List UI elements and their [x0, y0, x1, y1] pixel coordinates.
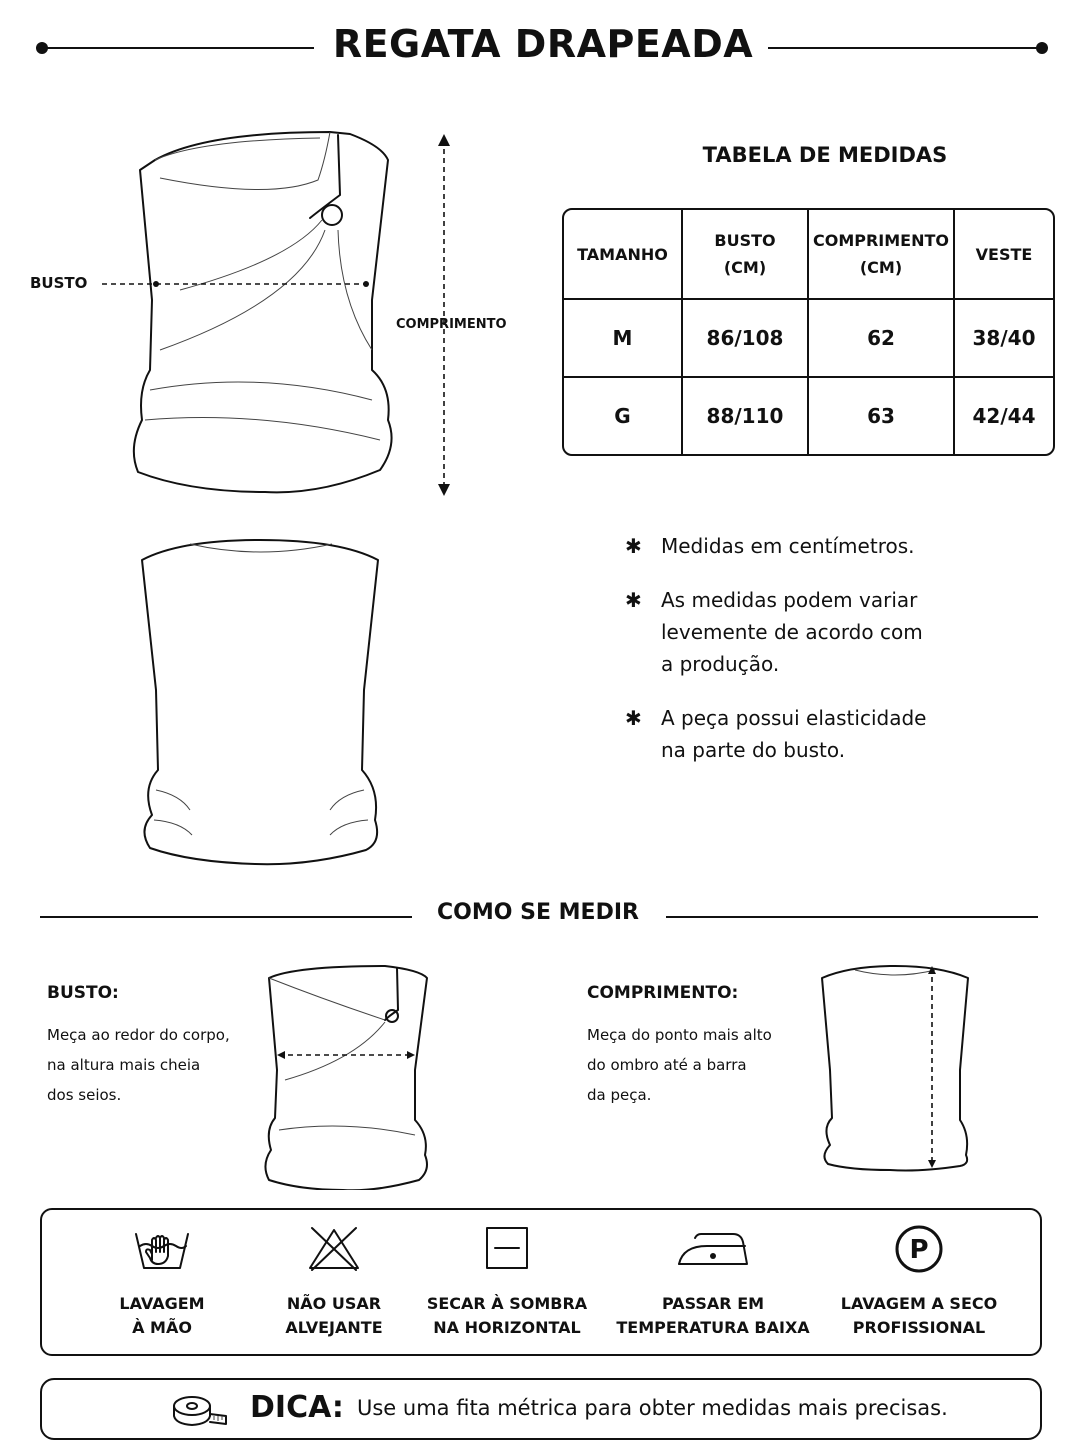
fit-col-header: VESTE [955, 210, 1053, 300]
note-text: Medidas em centímetros. [661, 534, 915, 558]
size-table [562, 208, 1055, 456]
how-bust-heading: BUSTO: [47, 983, 119, 1003]
length-col-header: COMPRIMENTO (CM) [809, 210, 955, 300]
note-text: na parte do busto. [661, 738, 846, 762]
back-garment-diagram [120, 530, 400, 875]
size-cell: M [564, 300, 683, 378]
section-left-rule [40, 916, 412, 918]
note-item [625, 530, 1065, 562]
front-garment-diagram [20, 120, 540, 510]
tip-label: DICA: [250, 1390, 344, 1425]
back-garment-outline [142, 540, 378, 864]
care-item-iron-low: PASSAR EM TEMPERATURA BAIXA [613, 1224, 813, 1340]
how-length-neckline [855, 970, 935, 975]
measuring-tape-icon [170, 1390, 230, 1430]
back-neckline [190, 544, 332, 552]
dry-flat-shade-icon [477, 1224, 537, 1274]
tip-text: Use uma fita métrica para obter medidas mais precisas. [357, 1396, 948, 1420]
iron-low-icon [673, 1224, 753, 1274]
note-text: levemente de acordo com [661, 620, 923, 644]
note-text: As medidas podem variar [661, 588, 918, 612]
front-drape-folds [145, 220, 380, 440]
note-item [625, 702, 1065, 766]
how-bust-arrow-left [277, 1051, 285, 1059]
note-item [625, 584, 1065, 680]
svg-text:P: P [909, 1235, 929, 1265]
bust-cell: 86/108 [683, 300, 809, 378]
note-text: A peça possui elasticidade [661, 706, 927, 730]
section-right-rule [666, 916, 1038, 918]
tip-box [40, 1378, 1042, 1440]
how-bust-folds [269, 978, 415, 1135]
how-bust-ring [386, 1010, 398, 1022]
care-item-dry-clean: P LAVAGEM A SECO PROFISSIONAL [819, 1224, 1019, 1340]
length-cell: 62 [809, 300, 955, 378]
bust-point-right [363, 281, 369, 287]
how-bust-garment [255, 960, 440, 1190]
table-row [564, 378, 1053, 454]
asterisk-icon: ✱ [625, 534, 642, 558]
fit-cell: 42/44 [972, 404, 1036, 428]
dry-clean-p-icon [889, 1224, 949, 1274]
header-right-rule [768, 47, 1042, 49]
notes-list [625, 530, 1065, 788]
asterisk-icon: ✱ [625, 706, 642, 730]
care-item-no-bleach: NÃO USAR ALVEJANTE [234, 1224, 434, 1340]
bust-point-left [153, 281, 159, 287]
size-col-header: TAMANHO [564, 210, 683, 300]
how-length-outline [822, 966, 968, 1171]
how-length-arrow-bottom [928, 1160, 936, 1168]
bust-col-header: BUSTO (CM) [683, 210, 809, 300]
note-text: a produção. [661, 652, 780, 676]
no-bleach-icon [304, 1224, 364, 1274]
front-ring-detail [322, 205, 342, 225]
care-item-dry-flat: SECAR À SOMBRA NA HORIZONTAL [407, 1224, 607, 1340]
how-to-title: COMO SE MEDIR [437, 900, 639, 925]
hand-wash-icon [132, 1224, 192, 1274]
size-cell: G [564, 378, 683, 454]
how-length-text: Meça do ponto mais alto do ombro até a barra da peça. [587, 1026, 772, 1104]
front-neckline [155, 132, 330, 190]
size-table-header-row [564, 210, 1053, 300]
bust-label: BUSTO [30, 274, 88, 292]
how-bust-outline [265, 966, 427, 1190]
table-row [564, 300, 1053, 378]
length-label: COMPRIMENTO [396, 317, 507, 332]
how-length-garment [810, 960, 980, 1175]
back-side-ruching [154, 790, 368, 835]
length-arrow-top [438, 134, 450, 146]
page-title: REGATA DRAPEADA [332, 22, 754, 66]
size-table-title: TABELA DE MEDIDAS [702, 143, 948, 167]
fit-cell: 38/40 [955, 300, 1053, 378]
bust-cell: 88/110 [683, 378, 809, 454]
how-bust-text: Meça ao redor do corpo, na altura mais cheia dos seios. [47, 1026, 230, 1104]
care-instructions-box [40, 1208, 1042, 1356]
length-cell: 63 [809, 378, 955, 454]
header-right-dot [1036, 42, 1048, 54]
how-bust-arrow-right [407, 1051, 415, 1059]
asterisk-icon: ✱ [625, 588, 642, 612]
how-length-heading: COMPRIMENTO: [587, 983, 739, 1003]
length-arrow-bottom [438, 484, 450, 496]
care-item-hand-wash: LAVAGEM À MÃO [62, 1224, 262, 1340]
